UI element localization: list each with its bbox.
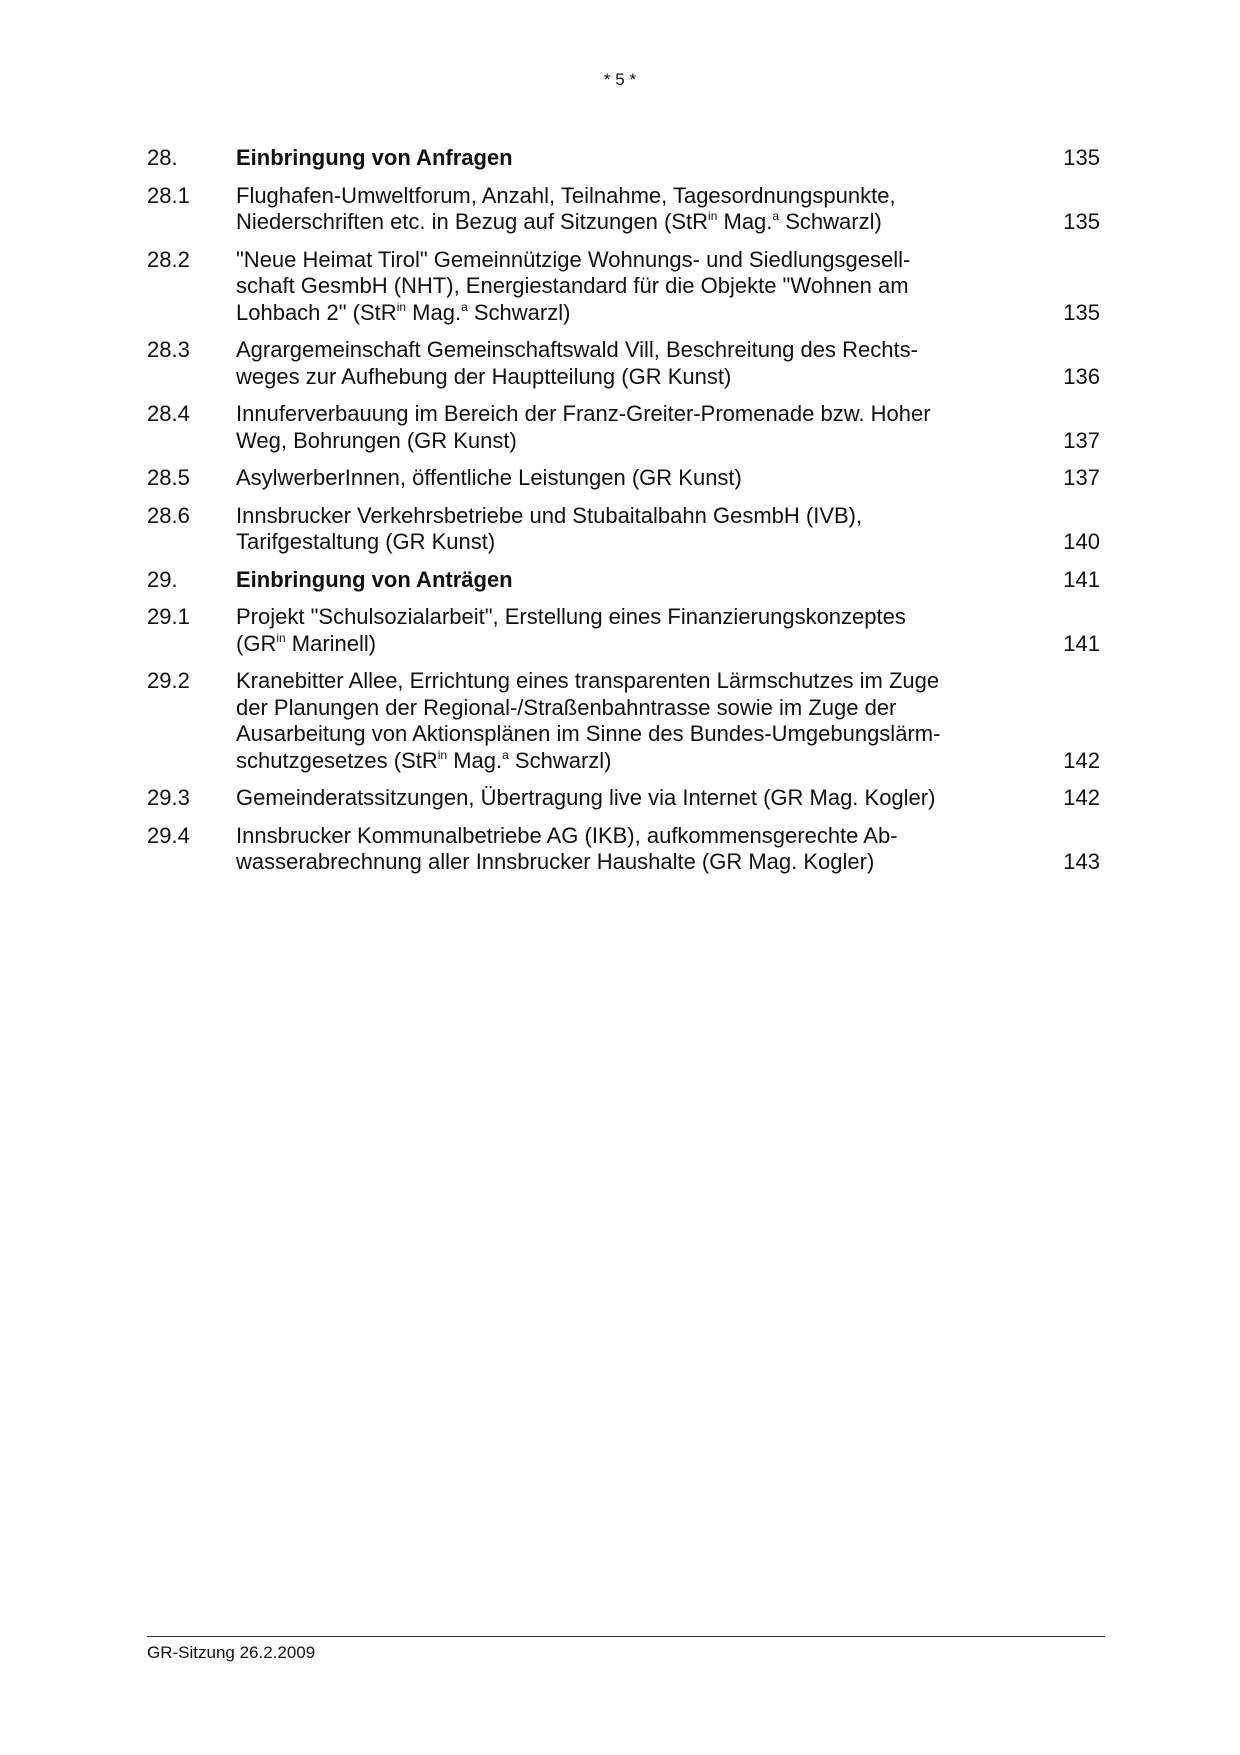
toc-entry-page: 135 — [1063, 209, 1100, 234]
toc-entry-page: 135 — [1063, 299, 1100, 325]
toc-entry-title: AsylwerberInnen, öffentliche Leistungen (GR Kunst) — [236, 465, 742, 490]
toc-entry-page: 137 — [1063, 427, 1100, 453]
toc-entry-page: 141 — [1063, 566, 1100, 592]
toc-entry-number: 28.4 — [147, 401, 190, 426]
toc-entry-page: 137 — [1063, 465, 1100, 490]
toc-entry-title: Innsbrucker Kommunalbetriebe AG (IKB), aufkommensgerechte Ab- wasserabrechnung aller Innsbrucker Haushalte (GR Mag. Kogler) — [236, 822, 898, 874]
toc-entry-number: 29. — [147, 566, 178, 592]
toc-entry-page: 136 — [1063, 363, 1100, 389]
toc-entry-title: Agrargemeinschaft Gemeinschaftswald Vill, Beschreitung des Rechts- weges zur Aufhebung der Hauptteilung (GR Kunst) — [236, 337, 918, 389]
toc-entry — [147, 503, 1105, 556]
toc-entry-number: 29.2 — [147, 668, 190, 693]
toc-entry-number: 28.1 — [147, 182, 190, 208]
toc-entry-number: 28.5 — [147, 465, 190, 490]
toc-entry — [147, 247, 1105, 327]
toc-entry-number: 28. — [147, 145, 178, 170]
toc-entry-title: Einbringung von Anträgen — [236, 566, 513, 592]
toc-entry-title: "Neue Heimat Tirol" Gemeinnützige Wohnungs- und Siedlungsgesell- schaft GesmbH (NHT), Energiestandard für die Objekte "Wohnen am Lohbach 2" (StR$^{in}$ Mag.$^a$ Schwarzl) — [236, 246, 911, 325]
toc-entry-title: Flughafen-Umweltforum, Anzahl, Teilnahme, Tagesordnungspunkte, Niederschriften etc. in Bezug auf Sitzungen (StR$^{in}$ Mag.$^a$ Schwarzl) — [236, 182, 896, 234]
toc-entry-number: 29.4 — [147, 822, 190, 848]
toc-entry-page: 142 — [1063, 747, 1100, 773]
toc-entry-number: 28.3 — [147, 337, 190, 362]
toc-entry-title: Gemeinderatssitzungen, Übertragung live via Internet (GR Mag. Kogler) — [236, 785, 936, 810]
footer-text: GR-Sitzung 26.2.2009 — [147, 1643, 316, 1662]
toc-entry-title: Innsbrucker Verkehrsbetriebe und Stubaitalbahn GesmbH (IVB), Tarifgestaltung (GR Kunst) — [236, 502, 863, 554]
footer-divider — [147, 1636, 1105, 1637]
page-number: * 5 * — [603, 70, 637, 89]
toc-section-entry — [147, 567, 1105, 594]
table-of-contents — [147, 145, 1105, 887]
toc-entry-page: 140 — [1063, 529, 1100, 554]
toc-entry-number: 28.2 — [147, 246, 190, 272]
toc-entry — [147, 183, 1105, 236]
toc-entry-title: Kranebitter Allee, Errichtung eines transparenten Lärmschutzes im Zuge der Planungen der Regional-/Straßenbahntrasse sowie im Zuge der Ausarbeitung von Aktionsplänen im Sinne des Bundes-Umgebungslärm- schutzgesetzes (StR$^{in}$ Mag.$^a$ Schwarzl) — [236, 668, 941, 773]
toc-entry-page: 141 — [1063, 630, 1100, 656]
toc-entry — [147, 401, 1105, 454]
toc-entry — [147, 823, 1105, 876]
toc-entry-title: Einbringung von Anfragen — [236, 145, 513, 170]
toc-entry-number: 28.6 — [147, 502, 190, 528]
toc-entry-number: 29.3 — [147, 785, 190, 810]
toc-entry-page: 143 — [1063, 849, 1100, 874]
toc-section-entry — [147, 145, 1105, 172]
toc-entry — [147, 337, 1105, 390]
toc-entry-page: 135 — [1063, 145, 1100, 170]
toc-entry — [147, 604, 1105, 657]
toc-entry — [147, 785, 1105, 812]
toc-entry-number: 29.1 — [147, 604, 190, 629]
toc-entry — [147, 465, 1105, 492]
toc-entry-title: Projekt "Schulsozialarbeit", Erstellung eines Finanzierungskonzeptes ($GR^{in}$ Marinell) — [236, 604, 906, 656]
toc-entry — [147, 668, 1105, 774]
toc-entry-page: 142 — [1063, 785, 1100, 810]
toc-entry-title: Innuferverbauung im Bereich der Franz-Greiter-Promenade bzw. Hoher Weg, Bohrungen (GR Kunst) — [236, 401, 931, 453]
